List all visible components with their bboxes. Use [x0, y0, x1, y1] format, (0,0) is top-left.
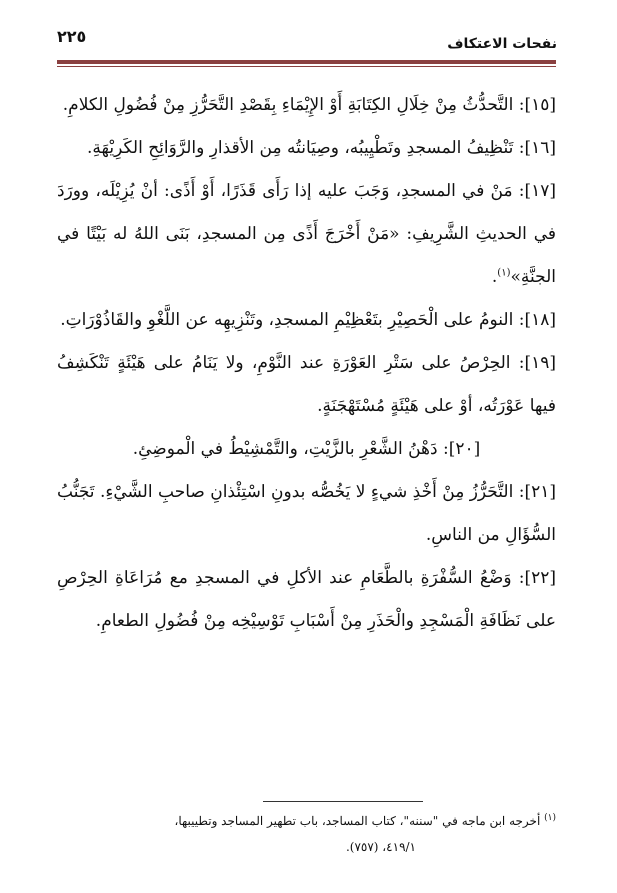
- footnote-line-1: [57, 808, 556, 834]
- entry-22: [٢٢]: وَضْعُ السُّفْرَةِ بالطَّعَامِ عند الأكلِ في المسجدِ مع مُرَاعَاةِ الحِرْصِ على نَظَافَةِ الْمَسْجِدِ والْحَذَرِ مِنْ أَسْبَابِ تَوْسِيْخِه مِنْ فُضُولِ الطعامِ.: [57, 568, 556, 631]
- header-rule-thin: [57, 66, 556, 67]
- entry-18: [١٨]: النومُ على الْحَصِيْرِ بتَعْظِيْمِ المسجدِ، وتَنْزِيهِه عن اللَّغْوِ والقَاذُوْرَاتِ.: [60, 310, 556, 330]
- entry-17-end: .: [491, 267, 498, 287]
- main-text: [57, 84, 556, 643]
- entry-17: [57, 170, 556, 299]
- running-header-title: نفحات الاعتكاف: [447, 36, 557, 52]
- entry-19: [١٩]: الحِرْصُ على سَتْرِ العَوْرَةِ عند النَّوْمِ، ولا يَنَامُ على هَيْئَةٍ تَنْكَشِفُ فيها عَوْرَتُه، أوْ على هَيْئَةٍ مُسْتَهْجَنَةٍ.: [57, 353, 556, 416]
- entry-21: [٢١]: التَّحَرُّزُ مِنْ أَخْذِ شيءٍ لا يَخُصُّه بدونِ اسْتِئْذانِ صاحبِ الشَّيْءِ. تَجَنُّبُ السُّؤَالِ من الناسِ.: [57, 482, 556, 545]
- footnote-separator: [263, 801, 423, 802]
- footnote-reference[interactable]: (١): [497, 267, 511, 279]
- entry-15: [١٥]: التَّحدُّثُ مِنْ خِلَالِ الكِتَابَةِ أَوْ الإِيْمَاءِ بِقَصْدِ التَّحَرُّزِ مِنْ فُضُولِ الكلامِ.: [62, 95, 556, 115]
- entry-17-text: [١٧]: مَنْ في المسجدِ، وَجَبَ عليه إذا رَأَى قَذَرًا، أَوْ أَذًى: أنْ يُزِيْلَه، وورَدَ في الحديثِ الشَّرِيفِ: «مَنْ أَخْرَجَ أَذًى مِن المسجدِ، بَنَى اللهُ له بَيْتًا في الجنَّةِ»: [57, 181, 556, 287]
- footnote-text-1: أخرجه ابن ماجه في "سننه"، كتاب المساجد، باب تطهير المساجد وتطييبها،: [174, 814, 541, 828]
- header-rule-thick: [57, 60, 556, 64]
- footnote: [57, 808, 556, 860]
- entry-16: [١٦]: تَنْظِيفُ المسجدِ وتَطْيِيبُه، وصِيَانتُه مِن الأقذارِ والرَّوَائِحِ الكَرِيْهَةِ.: [87, 138, 556, 158]
- page-number: ٢٢٥: [57, 27, 87, 46]
- entry-20: [٢٠]: دَهْنُ الشَّعْرِ بالزَّيْتِ، والتَّمْشِيْطُ في الْموضِئِ.: [132, 439, 481, 459]
- footnote-line-2: ٤١٩/١، (٧٥٧).: [345, 840, 416, 854]
- footnote-marker: (١): [544, 813, 556, 823]
